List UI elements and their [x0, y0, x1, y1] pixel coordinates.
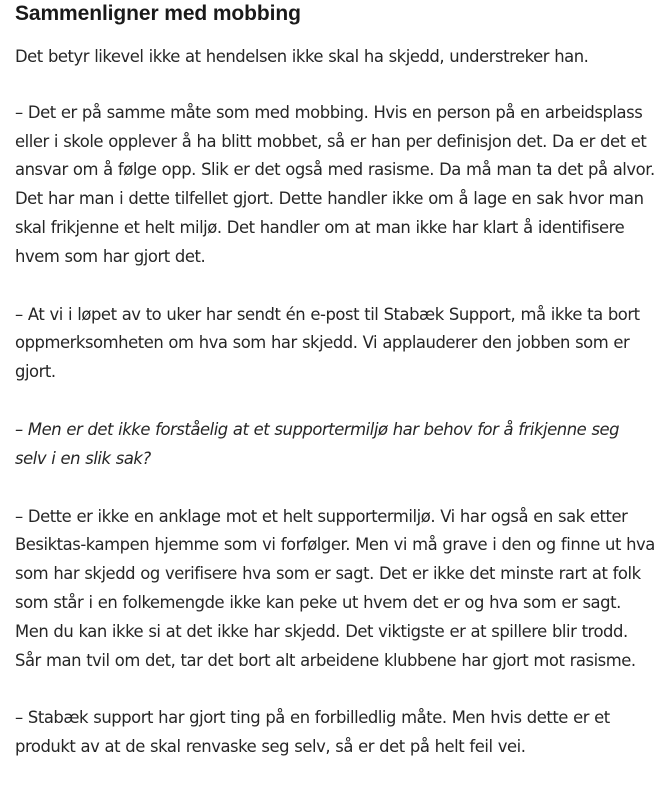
- article-body: [15, 0, 655, 762]
- paragraph-question: – Men er det ikke forståelig at et supportermiljø har behov for å frikjenne seg selv i en slik sak?: [15, 419, 620, 468]
- paragraph-quote-mobbing: – Det er på samme måte som med mobbing. Hvis en person på en arbeidsplass eller i skole opplever å ha blitt mobbet, så er han per definisjon det. Da er det et ansvar om å følge opp. Slik er det også med rasisme. Da må man ta det på alvor. Det har man i dette tilfellet gjort. Dette handler ikke om å lage en sak hvor man skal frikjenne et helt miljø. Det handler om at man ikke har klart å identifisere hvem som har gjort det.: [15, 102, 655, 266]
- paragraph-quote-stabaek-support: – Stabæk support har gjort ting på en forbilledlig måte. Men hvis dette er et produkt av at de skal renvaske seg selv, så er det på helt feil vei.: [15, 708, 610, 757]
- paragraph-intro: Det betyr likevel ikke at hendelsen ikke skal ha skjedd, understreker han.: [15, 47, 589, 66]
- section-heading: Sammenligner med mobbing: [15, 2, 301, 25]
- paragraph-quote-accusation: – Dette er ikke en anklage mot et helt supportermiljø. Vi har også en sak etter Besiktas-kampen hjemme som vi forfølger. Men vi må grave i den og finne ut hva som har skjedd og verifisere hva som er sagt. Det er ikke det minste rart at folk som står i en folkemengde ikke kan peke ut hvem det er og hva som er sagt. Men du kan ikke si at det ikke har skjedd. Det viktigste er at spillere blir trodd. Sår man tvil om det, tar det bort alt arbeidene klubbene har gjort mot rasisme.: [15, 506, 655, 670]
- paragraph-quote-email: – At vi i løpet av to uker har sendt én e-post til Stabæk Support, må ikke ta bort oppmerksomheten om hva som har skjedd. Vi applauderer den jobben som er gjort.: [15, 304, 640, 382]
